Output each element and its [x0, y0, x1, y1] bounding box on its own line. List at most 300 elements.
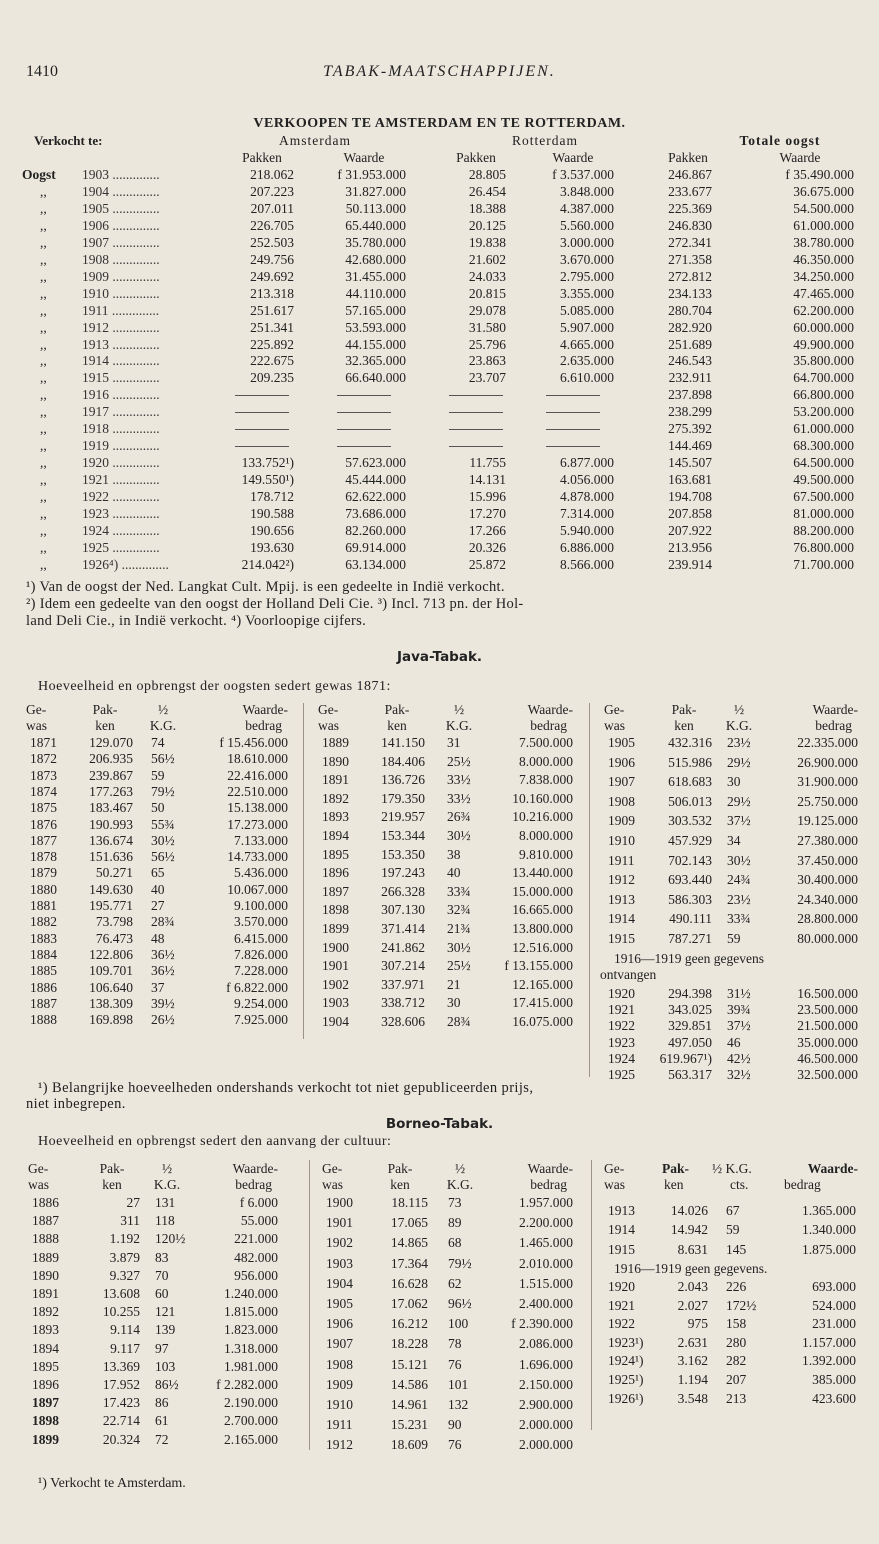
totaal-pakken: 246.543 [668, 353, 712, 368]
row-pakken: 14.026 [670, 1203, 708, 1218]
amsterdam-waarde: 42.680.000 [345, 252, 406, 267]
head-waarde: Waarde- [232, 1161, 278, 1176]
row-pakken: 13.369 [102, 1359, 140, 1374]
row-kg: 29½ [727, 755, 751, 770]
totaal-waarde: 49.500.000 [793, 472, 854, 487]
running-title: TABAK-MAATSCHAPPIJEN. [323, 63, 556, 80]
empty-dash [546, 395, 600, 396]
head-waarde: Waarde- [527, 1161, 573, 1176]
row-label: ,, [40, 421, 47, 436]
row-pakken: 14.586 [390, 1377, 428, 1392]
row-label: ,, [40, 387, 47, 402]
head-pakken: Pak- [387, 1161, 413, 1176]
head-ge: Ge- [604, 702, 625, 717]
head-pakken: Pak- [662, 1161, 689, 1176]
row-pakken: 10.255 [102, 1304, 140, 1319]
row-kg: 67 [726, 1203, 740, 1218]
row-year: 1923¹) [608, 1335, 644, 1350]
head-was: was [28, 1177, 49, 1192]
row-kg: 31½ [727, 986, 751, 1001]
row-year: 1890 [322, 754, 349, 769]
row-kg: 23½ [727, 892, 751, 907]
amsterdam-waarde: 69.914.000 [345, 540, 406, 555]
row-waarde: f 13.155.000 [504, 958, 573, 973]
rotterdam-pakken: 20.815 [468, 286, 506, 301]
row-kg: 27 [151, 898, 165, 913]
row-waarde: 15.138.000 [227, 800, 288, 815]
row-year: 1908 [326, 1357, 353, 1372]
row-pakken: 497.050 [668, 1035, 712, 1050]
totaal-waarde: 68.300.000 [793, 438, 854, 453]
row-kg: 23½ [727, 735, 751, 750]
row-year: 1903 [326, 1256, 353, 1271]
row-kg: 145 [726, 1242, 747, 1257]
row-kg: 25½ [447, 958, 471, 973]
totaal-pakken: 163.681 [668, 472, 712, 487]
row-pakken: 241.862 [381, 940, 425, 955]
row-pakken: 106.640 [89, 980, 133, 995]
row-kg: 32½ [727, 1067, 751, 1082]
row-year: 1923 .............. [82, 506, 160, 521]
totaal-waarde: 46.350.000 [793, 252, 854, 267]
row-label: ,, [40, 218, 47, 233]
row-year: 1886 [30, 980, 57, 995]
row-pakken: 8.631 [677, 1242, 708, 1257]
row-year: 1912 [608, 872, 635, 887]
row-kg: 72 [155, 1432, 169, 1447]
row-waarde: 25.750.000 [797, 794, 858, 809]
row-kg: 48 [151, 931, 165, 946]
row-year: 1921 [608, 1298, 635, 1313]
empty-dash [337, 429, 391, 430]
row-kg: 78 [448, 1336, 462, 1351]
group-rotterdam: Rotterdam [512, 133, 578, 148]
head-half: ½ [733, 702, 745, 717]
row-year: 1900 [322, 940, 349, 955]
row-pakken: 149.630 [89, 882, 133, 897]
row-kg: 89 [448, 1215, 462, 1230]
totaal-pakken: 280.704 [668, 303, 712, 318]
row-year: 1877 [30, 833, 57, 848]
row-kg: 30 [727, 774, 741, 789]
head-ge: Ge- [318, 702, 339, 717]
row-waarde: 37.450.000 [797, 853, 858, 868]
row-waarde: 1.815.000 [224, 1304, 278, 1319]
row-year: 1925 .............. [82, 540, 160, 555]
head-cts: cts. [730, 1177, 749, 1192]
amsterdam-pakken: 133.752¹) [241, 455, 294, 470]
row-pakken: 136.726 [381, 772, 425, 787]
row-waarde: 26.900.000 [797, 755, 858, 770]
row-pakken: 490.111 [669, 911, 712, 926]
empty-dash [546, 429, 600, 430]
rotterdam-waarde: 4.878.000 [560, 489, 614, 504]
row-pakken: 3.548 [677, 1391, 708, 1406]
row-pakken: 239.867 [89, 768, 133, 783]
rotterdam-waarde: 3.000.000 [560, 235, 614, 250]
row-kg: 172½ [726, 1298, 757, 1313]
totaal-pakken: 234.133 [668, 286, 712, 301]
totaal-pakken: 233.677 [668, 184, 712, 199]
row-pakken: 17.423 [102, 1395, 140, 1410]
amsterdam-pakken: 249.756 [250, 252, 294, 267]
row-waarde: 1.465.000 [519, 1235, 573, 1250]
row-waarde: 16.665.000 [512, 902, 573, 917]
head-pakken: Pak- [384, 702, 410, 717]
row-waarde: 80.000.000 [797, 931, 858, 946]
row-waarde: 2.150.000 [519, 1377, 573, 1392]
head-pakken: ken [102, 1177, 122, 1192]
row-year: 1922 .............. [82, 489, 160, 504]
head-pakken: ken [387, 718, 407, 733]
head-was: was [604, 718, 625, 733]
row-label: ,, [40, 438, 47, 453]
row-year: 1913 [608, 1203, 635, 1218]
rotterdam-pakken: 25.796 [468, 337, 506, 352]
row-kg: 76 [448, 1357, 462, 1372]
row-label: ,, [40, 201, 47, 216]
head-was: was [26, 718, 47, 733]
row-year: 1916 .............. [82, 387, 160, 402]
row-waarde: 1.365.000 [802, 1203, 856, 1218]
rotterdam-waarde: 2.795.000 [560, 269, 614, 284]
rotterdam-waarde: 3.848.000 [560, 184, 614, 199]
rotterdam-pakken: 23.707 [468, 370, 506, 385]
row-pakken: 307.214 [381, 958, 425, 973]
row-waarde: 524.000 [812, 1298, 856, 1313]
totaal-pakken: 237.898 [668, 387, 712, 402]
row-waarde: 2.010.000 [519, 1256, 573, 1271]
rotterdam-waarde: 5.940.000 [560, 523, 614, 538]
row-year: 1898 [32, 1413, 59, 1428]
row-kg: 59 [151, 768, 165, 783]
row-year: 1922 [608, 1018, 635, 1033]
row-waarde: 27.380.000 [797, 833, 858, 848]
row-pakken: 9.327 [109, 1268, 140, 1283]
row-waarde: 16.500.000 [797, 986, 858, 1001]
row-label: ,, [40, 286, 47, 301]
row-year: 1924 .............. [82, 523, 160, 538]
row-kg: 46 [727, 1035, 741, 1050]
totaal-waarde: 49.900.000 [793, 337, 854, 352]
head-bedrag: bedrag [784, 1177, 821, 1192]
row-waarde: 1.957.000 [519, 1195, 573, 1210]
row-pakken: 2.043 [677, 1279, 708, 1294]
row-year: 1924¹) [608, 1353, 644, 1368]
row-kg: 21 [447, 977, 461, 992]
column-divider [309, 1160, 310, 1450]
row-kg: 60 [155, 1286, 169, 1301]
rotterdam-pakken: 14.131 [468, 472, 506, 487]
totaal-waarde: 76.800.000 [793, 540, 854, 555]
row-pakken: 1.194 [677, 1372, 708, 1387]
amsterdam-waarde: 44.110.000 [345, 286, 406, 301]
row-waarde: 13.800.000 [512, 921, 573, 936]
footnote-line: ²) Idem een gedeelte van den oogst der Holland Deli Cie. ³) Incl. 713 pn. der Hol- [26, 596, 524, 612]
rotterdam-pakken: 17.270 [468, 506, 506, 521]
row-pakken: 1.192 [109, 1231, 140, 1246]
row-waarde: 9.100.000 [234, 898, 288, 913]
row-waarde: 1.240.000 [224, 1286, 278, 1301]
row-year: 1907 [608, 774, 635, 789]
amsterdam-pakken: 225.892 [250, 337, 294, 352]
row-kg: 139 [155, 1322, 176, 1337]
row-pakken: 27 [126, 1195, 140, 1210]
row-year: 1911 .............. [82, 303, 160, 318]
amsterdam-pakken: 226.705 [250, 218, 294, 233]
row-year: 1905 [326, 1296, 353, 1311]
row-waarde: 7.826.000 [234, 947, 288, 962]
row-pakken: 17.062 [390, 1296, 428, 1311]
row-waarde: 2.086.000 [519, 1336, 573, 1351]
row-year: 1873 [30, 768, 57, 783]
row-kg: 50 [151, 800, 165, 815]
row-year: 1920 .............. [82, 455, 160, 470]
row-kg: 131 [155, 1195, 176, 1210]
head-waarde: Waarde- [242, 702, 288, 717]
row-waarde: f 2.390.000 [511, 1316, 573, 1331]
head-bedrag: bedrag [815, 718, 852, 733]
row-year: 1905 .............. [82, 201, 160, 216]
amsterdam-waarde: 82.260.000 [345, 523, 406, 538]
row-waarde: 385.000 [812, 1372, 856, 1387]
row-kg: 30½ [151, 833, 175, 848]
row-kg: 33¾ [447, 884, 471, 899]
row-year: 1880 [30, 882, 57, 897]
row-label: Oogst [22, 167, 56, 182]
row-kg: 120½ [155, 1231, 186, 1246]
row-waarde: 21.500.000 [797, 1018, 858, 1033]
row-year: 1894 [32, 1341, 59, 1356]
totaal-pakken: 246.830 [668, 218, 712, 233]
empty-dash [235, 395, 289, 396]
row-kg: 38 [447, 847, 461, 862]
row-pakken: 14.942 [670, 1222, 708, 1237]
row-year: 1883 [30, 931, 57, 946]
row-waarde: f 2.282.000 [216, 1377, 278, 1392]
column-head: Waarde [552, 150, 594, 165]
row-year: 1915 [608, 1242, 635, 1257]
head-was: was [318, 718, 339, 733]
row-kg: 39¾ [727, 1002, 751, 1017]
rotterdam-pakken: 11.755 [469, 455, 506, 470]
totaal-pakken: 145.507 [668, 455, 712, 470]
row-waarde: 22.335.000 [797, 735, 858, 750]
row-pakken: 15.231 [390, 1417, 428, 1432]
row-year: 1903 [322, 995, 349, 1010]
row-year: 1871 [30, 735, 57, 750]
empty-dash [337, 446, 391, 447]
row-pakken: 169.898 [89, 1012, 133, 1027]
head-pakken: Pak- [99, 1161, 125, 1176]
amsterdam-waarde: 50.113.000 [345, 201, 406, 216]
rotterdam-pakken: 29.078 [468, 303, 506, 318]
head-waarde: Waarde- [527, 702, 573, 717]
row-year: 1888 [30, 1012, 57, 1027]
totaal-waarde: 71.700.000 [793, 557, 854, 572]
row-kg: 213 [726, 1391, 747, 1406]
row-pakken: 515.986 [668, 755, 712, 770]
row-waarde: 17.415.000 [512, 995, 573, 1010]
amsterdam-pakken: 209.235 [250, 370, 294, 385]
totaal-pakken: 246.867 [668, 167, 712, 182]
rotterdam-waarde: 4.387.000 [560, 201, 614, 216]
row-year: 1878 [30, 849, 57, 864]
column-divider [589, 703, 590, 1077]
rotterdam-pakken: 15.996 [468, 489, 506, 504]
row-year: 1921 .............. [82, 472, 160, 487]
row-label: ,, [40, 370, 47, 385]
amsterdam-waarde: 57.623.000 [345, 455, 406, 470]
row-pakken: 16.628 [390, 1276, 428, 1291]
amsterdam-waarde: 31.827.000 [345, 184, 406, 199]
row-pakken: 328.606 [381, 1014, 425, 1029]
row-year: 1905 [608, 735, 635, 750]
row-kg: 103 [155, 1359, 176, 1374]
row-year: 1906 [326, 1316, 353, 1331]
empty-dash [449, 429, 503, 430]
totaal-pakken: 271.358 [668, 252, 712, 267]
row-year: 1907 [326, 1336, 353, 1351]
row-waarde: 31.900.000 [797, 774, 858, 789]
row-pakken: 18.228 [390, 1336, 428, 1351]
row-pakken: 3.162 [677, 1353, 708, 1368]
head-pakken: Pak- [671, 702, 697, 717]
row-waarde: 12.165.000 [512, 977, 573, 992]
row-year: 1902 [326, 1235, 353, 1250]
row-year: 1909 .............. [82, 269, 160, 284]
row-pakken: 586.303 [668, 892, 712, 907]
row-kg: 32¾ [447, 902, 471, 917]
row-kg: 97 [155, 1341, 169, 1356]
head-bedrag: bedrag [530, 718, 567, 733]
row-year: 1892 [32, 1304, 59, 1319]
rotterdam-waarde: 5.085.000 [560, 303, 614, 318]
rotterdam-pakken: 26.454 [468, 184, 506, 199]
row-kg: 56½ [151, 751, 175, 766]
row-year: 1897 [32, 1395, 59, 1410]
row-pakken: 177.263 [89, 784, 133, 799]
row-kg: 30½ [447, 940, 471, 955]
row-waarde: 23.500.000 [797, 1002, 858, 1017]
row-pakken: 294.398 [668, 986, 712, 1001]
row-pakken: 129.070 [89, 735, 133, 750]
row-year: 1900 [326, 1195, 353, 1210]
row-waarde: 5.436.000 [234, 865, 288, 880]
column-head: Pakken [668, 150, 708, 165]
row-kg: 55¾ [151, 817, 175, 832]
row-label: ,, [40, 472, 47, 487]
rotterdam-waarde: 6.877.000 [560, 455, 614, 470]
amsterdam-pakken: 222.675 [250, 353, 294, 368]
row-label: ,, [40, 337, 47, 352]
row-waarde: 1.696.000 [519, 1357, 573, 1372]
row-waarde: f 6.822.000 [226, 980, 288, 995]
row-waarde: 24.340.000 [797, 892, 858, 907]
amsterdam-pakken: 190.588 [250, 506, 294, 521]
row-kg: 31 [447, 735, 461, 750]
row-kg: 86 [155, 1395, 169, 1410]
row-year: 1913 [608, 892, 635, 907]
row-kg: 74 [151, 735, 165, 750]
row-pakken: 14.961 [390, 1397, 428, 1412]
row-year: 1910 [608, 833, 635, 848]
row-pakken: 343.025 [668, 1002, 712, 1017]
row-year: 1876 [30, 817, 57, 832]
row-year: 1904 .............. [82, 184, 160, 199]
row-year: 1910 [326, 1397, 353, 1412]
row-kg: 70 [155, 1268, 169, 1283]
row-kg: 90 [448, 1417, 462, 1432]
row-kg: 61 [155, 1413, 169, 1428]
row-year: 1915 [608, 931, 635, 946]
row-pakken: 184.406 [381, 754, 425, 769]
rotterdam-pakken: 23.863 [468, 353, 506, 368]
row-pakken: 206.935 [89, 751, 133, 766]
row-waarde: 13.440.000 [512, 865, 573, 880]
amsterdam-pakken: 149.550¹) [241, 472, 294, 487]
rotterdam-waarde: 5.907.000 [560, 320, 614, 335]
amsterdam-pakken: 214.042²) [241, 557, 294, 572]
row-pakken: 619.967¹) [659, 1051, 712, 1066]
row-kg: 132 [448, 1397, 469, 1412]
amsterdam-pakken: 178.712 [250, 489, 294, 504]
row-year: 1886 [32, 1195, 59, 1210]
amsterdam-waarde: 62.622.000 [345, 489, 406, 504]
row-year: 1912 [326, 1437, 353, 1452]
amsterdam-waarde: 44.155.000 [345, 337, 406, 352]
row-year: 1923 [608, 1035, 635, 1050]
row-pakken: 563.317 [668, 1067, 712, 1082]
empty-dash [546, 412, 600, 413]
column-head: Waarde [779, 150, 821, 165]
row-pakken: 307.130 [381, 902, 425, 917]
row-waarde: 10.160.000 [512, 791, 573, 806]
row-kg: 33¾ [727, 911, 751, 926]
row-year: 1924 [608, 1051, 635, 1066]
row-kg: 34 [727, 833, 741, 848]
row-pakken: 506.013 [668, 794, 712, 809]
row-year: 1887 [30, 996, 57, 1011]
row-waarde: 46.500.000 [797, 1051, 858, 1066]
row-label: ,, [40, 455, 47, 470]
row-kg: 33½ [447, 791, 471, 806]
head-ge: Ge- [604, 1161, 625, 1176]
row-pakken: 190.993 [89, 817, 133, 832]
row-pakken: 17.952 [102, 1377, 140, 1392]
totaal-waarde: 53.200.000 [793, 404, 854, 419]
head-half: ½ [161, 1161, 173, 1176]
row-waarde: f 6.000 [239, 1195, 278, 1210]
row-pakken: 2.027 [677, 1298, 708, 1313]
row-pakken: 693.440 [668, 872, 712, 887]
row-year: 1889 [32, 1250, 59, 1265]
amsterdam-pakken: 251.341 [250, 320, 294, 335]
rotterdam-waarde: 2.635.000 [560, 353, 614, 368]
row-kg: 40 [447, 865, 461, 880]
head-pakken: ken [390, 1177, 410, 1192]
row-pakken: 153.350 [381, 847, 425, 862]
amsterdam-waarde: 73.686.000 [345, 506, 406, 521]
totaal-waarde: 64.500.000 [793, 455, 854, 470]
row-year: 1891 [322, 772, 349, 787]
head-kg: K.G. [149, 718, 177, 733]
row-year: 1915 .............. [82, 370, 160, 385]
row-kg: 36½ [151, 947, 175, 962]
row-year: 1920 [608, 1279, 635, 1294]
rotterdam-pakken: 18.388 [468, 201, 506, 216]
totaal-pakken: 275.392 [668, 421, 712, 436]
